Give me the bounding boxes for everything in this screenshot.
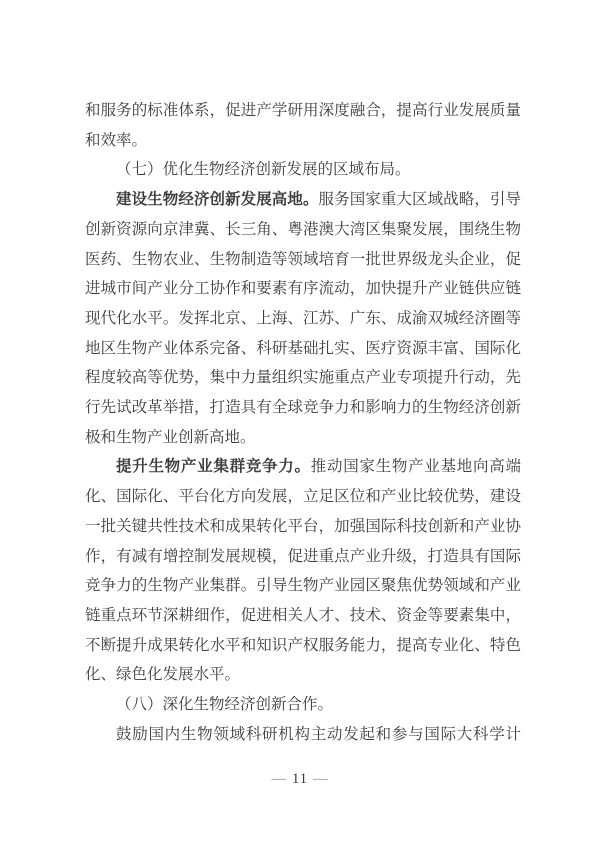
footer-dash-right: — xyxy=(312,771,329,787)
page-footer xyxy=(0,769,600,789)
paragraph-text: 服务国家重大区域战略，引导创新资源向京津冀、长三角、粤港澳大湾区集聚发展，围绕生物医药、生物农业、生物制造等领域培育一批世界级龙头企业，促进城市间产业分工协作和要素有序流动，加快提升产业链供应链现代化水平。发挥北京、上海、江苏、广东、成渝双城经济圈等地区生物产业体系完备、科研基础扎实、医疗资源丰富、国际化程度较高等优势，集中力量组织实施重点产业专项提升行动，先行先试改革举措，打造具有全球竞争力和影响力的生物经济创新极和生物产业创新高地。 xyxy=(85,191,521,446)
paragraph xyxy=(85,720,521,750)
paragraph-lead-bold: 建设生物经济创新发展高地。 xyxy=(116,191,319,209)
paragraph-text: （七）优化生物经济创新发展的区域布局。 xyxy=(116,161,411,179)
paragraph-text: （八）深化生物经济创新合作。 xyxy=(116,696,334,714)
paragraph xyxy=(85,185,521,452)
document-body xyxy=(85,96,521,749)
paragraph xyxy=(85,155,521,185)
paragraph-text: 推动国家生物产业基地向高端化、国际化、平台化方向发展，立足区位和产业比较优势，建设一批关键共性技术和成果转化平台，加强国际科技创新和产业协作，有减有增控制发展规模，促进重点产业升级，打造具有国际竞争力的生物产业集群。引导生物产业园区聚焦优势领域和产业链重点环节深耕细作，促进相关人才、技术、资金等要素集中，不断提升成果转化水平和知识产权服务能力，提高专业化、特色化、绿色化发展水平。 xyxy=(85,458,521,684)
paragraph xyxy=(85,96,521,155)
page-number: 11 xyxy=(292,771,308,787)
paragraph-text: 鼓励国内生物领域科研机构主动发起和参与国际大科学计 xyxy=(116,725,521,743)
paragraph-lead-bold: 提升生物产业集群竞争力。 xyxy=(116,458,311,476)
paragraph-text: 和服务的标准体系，促进产学研用深度融合，提高行业发展质量和效率。 xyxy=(85,102,521,149)
paragraph xyxy=(85,452,521,690)
footer-dash-left: — xyxy=(271,771,288,787)
paragraph xyxy=(85,690,521,720)
